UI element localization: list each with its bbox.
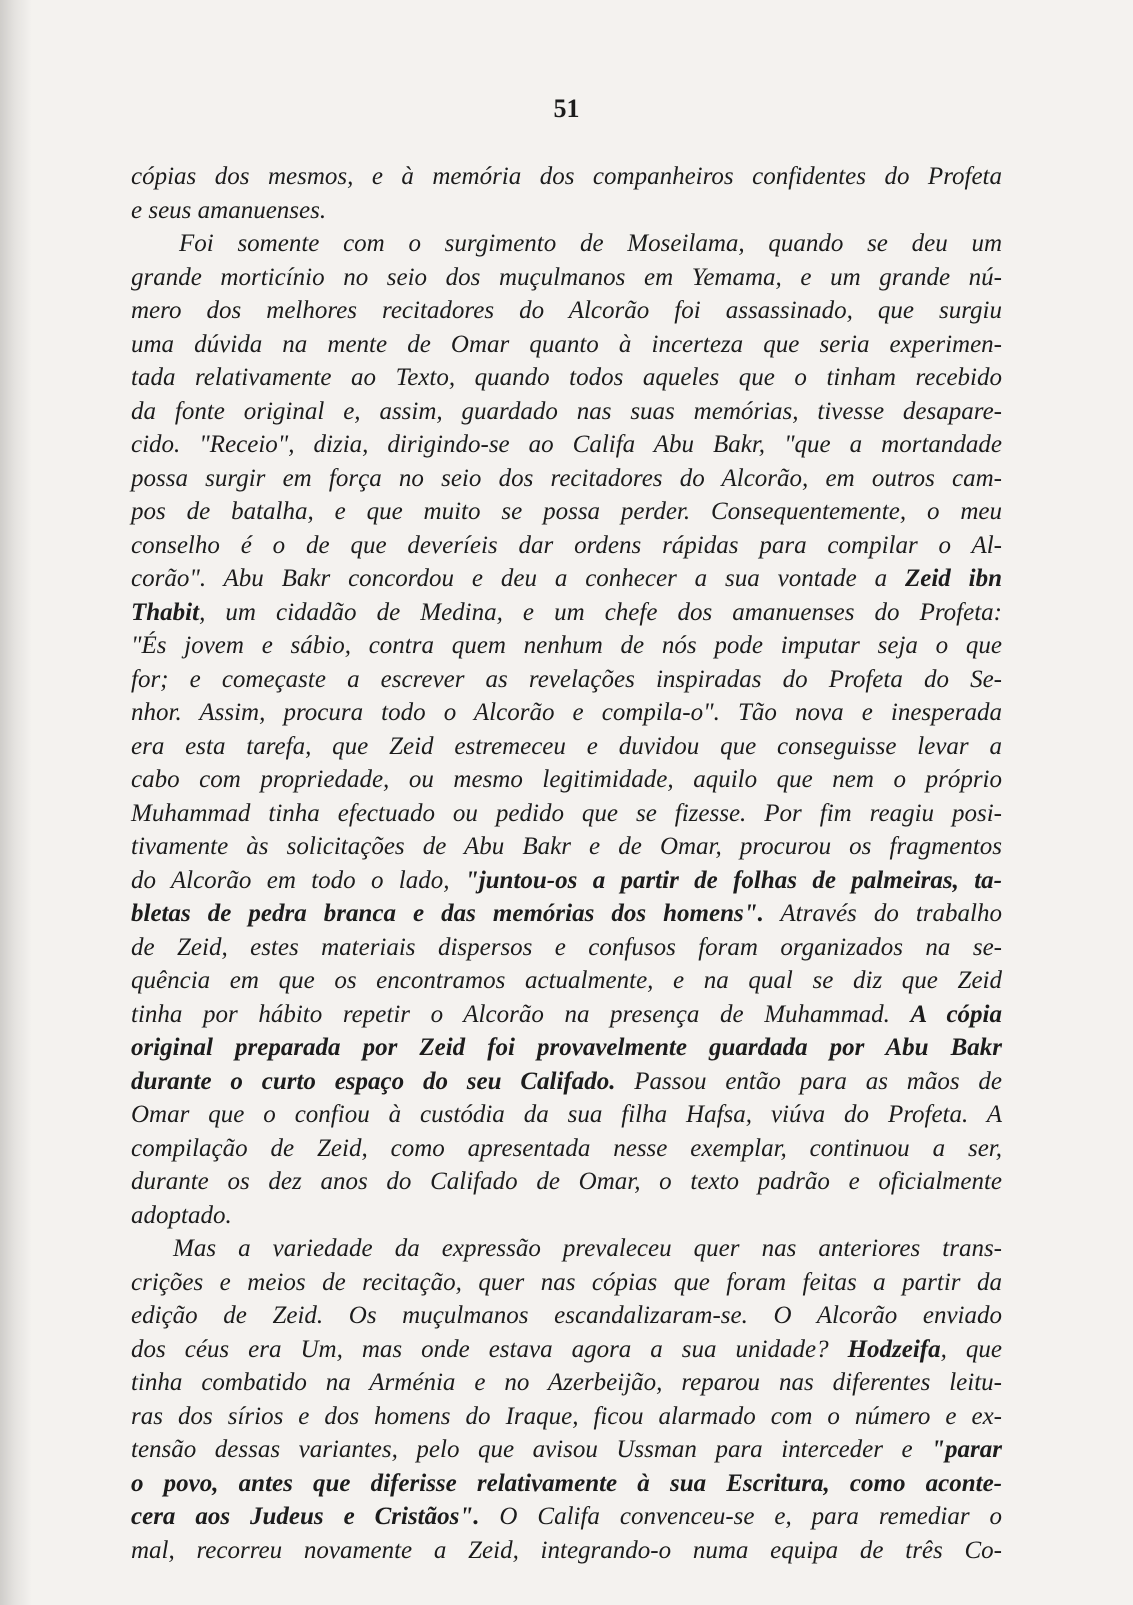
bold-text: Hodzeifa: [847, 1335, 941, 1363]
text-line: [131, 1165, 1002, 1199]
text-line: [131, 227, 1002, 261]
text-line: [131, 1266, 1002, 1300]
text-segment: tivamente às solicitações de Abu Bakr e de Omar, procurou os fragmentos: [131, 833, 1002, 860]
text-segment: e seus amanuenses.: [131, 196, 327, 224]
text-line: [131, 1232, 1002, 1266]
page-edge-shadow: [0, 0, 32, 1605]
text-line: [131, 1132, 1002, 1166]
bold-text: "parar: [931, 1436, 1002, 1463]
text-segment: mero dos melhores recitadores do Alcorão foi assassinado, que surgiu: [131, 297, 1002, 324]
bold-text: durante o curto espaço do seu Califado.: [131, 1067, 616, 1095]
body-text: [131, 160, 1002, 1567]
text-segment: Muhammad tinha efectuado ou pedido que se fizesse. Por fim reagiu posi-: [131, 799, 1002, 827]
text-segment: tinha combatido na Arménia e no Azerbeijão, reparou nas diferentes leitu-: [131, 1369, 1002, 1396]
text-line: [131, 763, 1002, 797]
text-segment: era esta tarefa, que Zeid estremeceu e duvidou que conseguisse levar a: [131, 732, 1002, 760]
text-line: [131, 1299, 1002, 1333]
text-line: [131, 998, 1002, 1032]
text-segment: O Califa convenceu-se e, para remediar o: [479, 1503, 1002, 1530]
text-line: [131, 1031, 1002, 1065]
bold-text: bletas de pedra branca e das memórias dos homens".: [131, 900, 764, 927]
text-line: [131, 964, 1002, 998]
text-segment: tada relativamente ao Texto, quando todos aqueles que o tinham recebido: [131, 364, 1002, 391]
text-line: [131, 730, 1002, 764]
text-line: [131, 194, 1002, 228]
text-line: [131, 830, 1002, 864]
text-segment: dos céus era Um, mas onde estava agora a sua unidade?: [131, 1335, 848, 1363]
text-line: [131, 428, 1002, 462]
text-segment: durante os dez anos do Califado de Omar, o texto padrão e oficialmente: [131, 1168, 1002, 1195]
text-segment: tensão dessas variantes, pelo que avisou Ussman para interceder e: [131, 1436, 932, 1463]
text-segment: tinha por hábito repetir o Alcorão na presença de Muhammad.: [131, 1000, 911, 1028]
text-segment: adoptado.: [131, 1201, 232, 1229]
text-line: [131, 1433, 1002, 1467]
text-line: [131, 864, 1002, 898]
text-line: [131, 562, 1002, 596]
text-line: [131, 797, 1002, 831]
text-segment: Através do trabalho: [763, 900, 1002, 927]
text-segment: possa surgir em força no seio dos recitadores do Alcorão, em outros cam-: [131, 464, 1002, 492]
text-line: [131, 696, 1002, 730]
text-line: [131, 1098, 1002, 1132]
text-line: [131, 1534, 1002, 1568]
text-line: [131, 495, 1002, 529]
text-segment: quência em que os encontramos actualmente, e na qual se diz que Zeid: [131, 967, 1002, 994]
text-segment: Mas a variedade da expressão prevaleceu quer nas anteriores trans-: [173, 1235, 1002, 1262]
text-segment: do Alcorão em todo o lado,: [131, 866, 465, 894]
text-line: [131, 596, 1002, 630]
text-segment: Omar que o confiou à custódia da sua filha Hafsa, viúva do Profeta. A: [131, 1101, 1002, 1128]
text-segment: , que: [940, 1335, 1002, 1363]
bold-text: Thabit: [131, 598, 200, 626]
text-segment: crições e meios de recitação, quer nas cópias que foram feitas a partir da: [131, 1268, 1002, 1296]
text-segment: uma dúvida na mente de Omar quanto à incerteza que seria experimen-: [131, 330, 1002, 358]
text-line: [131, 361, 1002, 395]
text-line: [131, 1366, 1002, 1400]
text-segment: Passou então para as mãos de: [615, 1067, 1002, 1095]
text-segment: grande morticínio no seio dos muçulmanos em Yemama, e um grande nú-: [131, 263, 1002, 291]
text-segment: compilação de Zeid, como apresentada nesse exemplar, continuou a ser,: [131, 1134, 1002, 1162]
text-line: [131, 261, 1002, 295]
text-line: [131, 897, 1002, 931]
text-segment: "És jovem e sábio, contra quem nenhum de nós pode imputar seja o que: [131, 632, 1002, 659]
bold-text: o povo, antes que diferisse relativamente à sua Escritura, como aconte-: [131, 1469, 1002, 1497]
text-segment: cido. "Receio", dizia, dirigindo-se ao Califa Abu Bakr, "que a mortandade: [131, 431, 1002, 458]
text-segment: mal, recorreu novamente a Zeid, integrando-o numa equipa de três Co-: [131, 1536, 1002, 1564]
text-segment: pos de batalha, e que muito se possa perder. Consequentemente, o meu: [131, 498, 1002, 525]
bold-text: A cópia: [910, 1000, 1002, 1028]
text-segment: for; e começaste a escrever as revelações inspiradas do Profeta do Se-: [131, 665, 1002, 693]
bold-text: cera aos Judeus e Cristãos".: [131, 1503, 480, 1530]
text-segment: cabo com propriedade, ou mesmo legitimidade, aquilo que nem o próprio: [131, 766, 1002, 793]
text-line: [131, 294, 1002, 328]
text-line: [131, 328, 1002, 362]
text-line: [131, 931, 1002, 965]
text-line: [131, 1065, 1002, 1099]
text-segment: , um cidadão de Medina, e um chefe dos amanuenses do Profeta:: [199, 598, 1002, 626]
page-number: 51: [553, 94, 580, 123]
text-segment: conselho é o de que deveríeis dar ordens rápidas para compilar o Al-: [131, 531, 1002, 559]
text-line: [131, 1199, 1002, 1233]
text-segment: da fonte original e, assim, guardado nas suas memórias, tivesse desapare-: [131, 397, 1002, 425]
text-segment: corão". Abu Bakr concordou e deu a conhecer a sua vontade a: [131, 565, 905, 592]
text-segment: nhor. Assim, procura todo o Alcorão e compila-o". Tão nova e inesperada: [131, 699, 1002, 726]
text-line: [131, 629, 1002, 663]
text-line: [131, 663, 1002, 697]
text-segment: de Zeid, estes materiais dispersos e confusos foram organizados na se-: [131, 933, 1002, 961]
text-line: [131, 160, 1002, 194]
text-line: [131, 1500, 1002, 1534]
text-segment: Foi somente com o surgimento de Moseilama, quando se deu um: [179, 230, 1002, 257]
bold-text: original preparada por Zeid foi provavelmente guardada por Abu Bakr: [131, 1034, 1002, 1061]
text-line: [131, 1400, 1002, 1434]
text-segment: ras dos sírios e dos homens do Iraque, ficou alarmado com o número e ex-: [131, 1402, 1002, 1430]
text-segment: edição de Zeid. Os muçulmanos escandalizaram-se. O Alcorão enviado: [131, 1302, 1002, 1329]
text-line: [131, 395, 1002, 429]
text-segment: cópias dos mesmos, e à memória dos companheiros confidentes do Profeta: [131, 163, 1002, 190]
text-line: [131, 1467, 1002, 1501]
text-line: [131, 529, 1002, 563]
text-line: [131, 1333, 1002, 1367]
bold-text: Zeid ibn: [904, 565, 1002, 592]
text-line: [131, 462, 1002, 496]
bold-text: "juntou-os a partir de folhas de palmeiras, ta-: [464, 866, 1002, 894]
